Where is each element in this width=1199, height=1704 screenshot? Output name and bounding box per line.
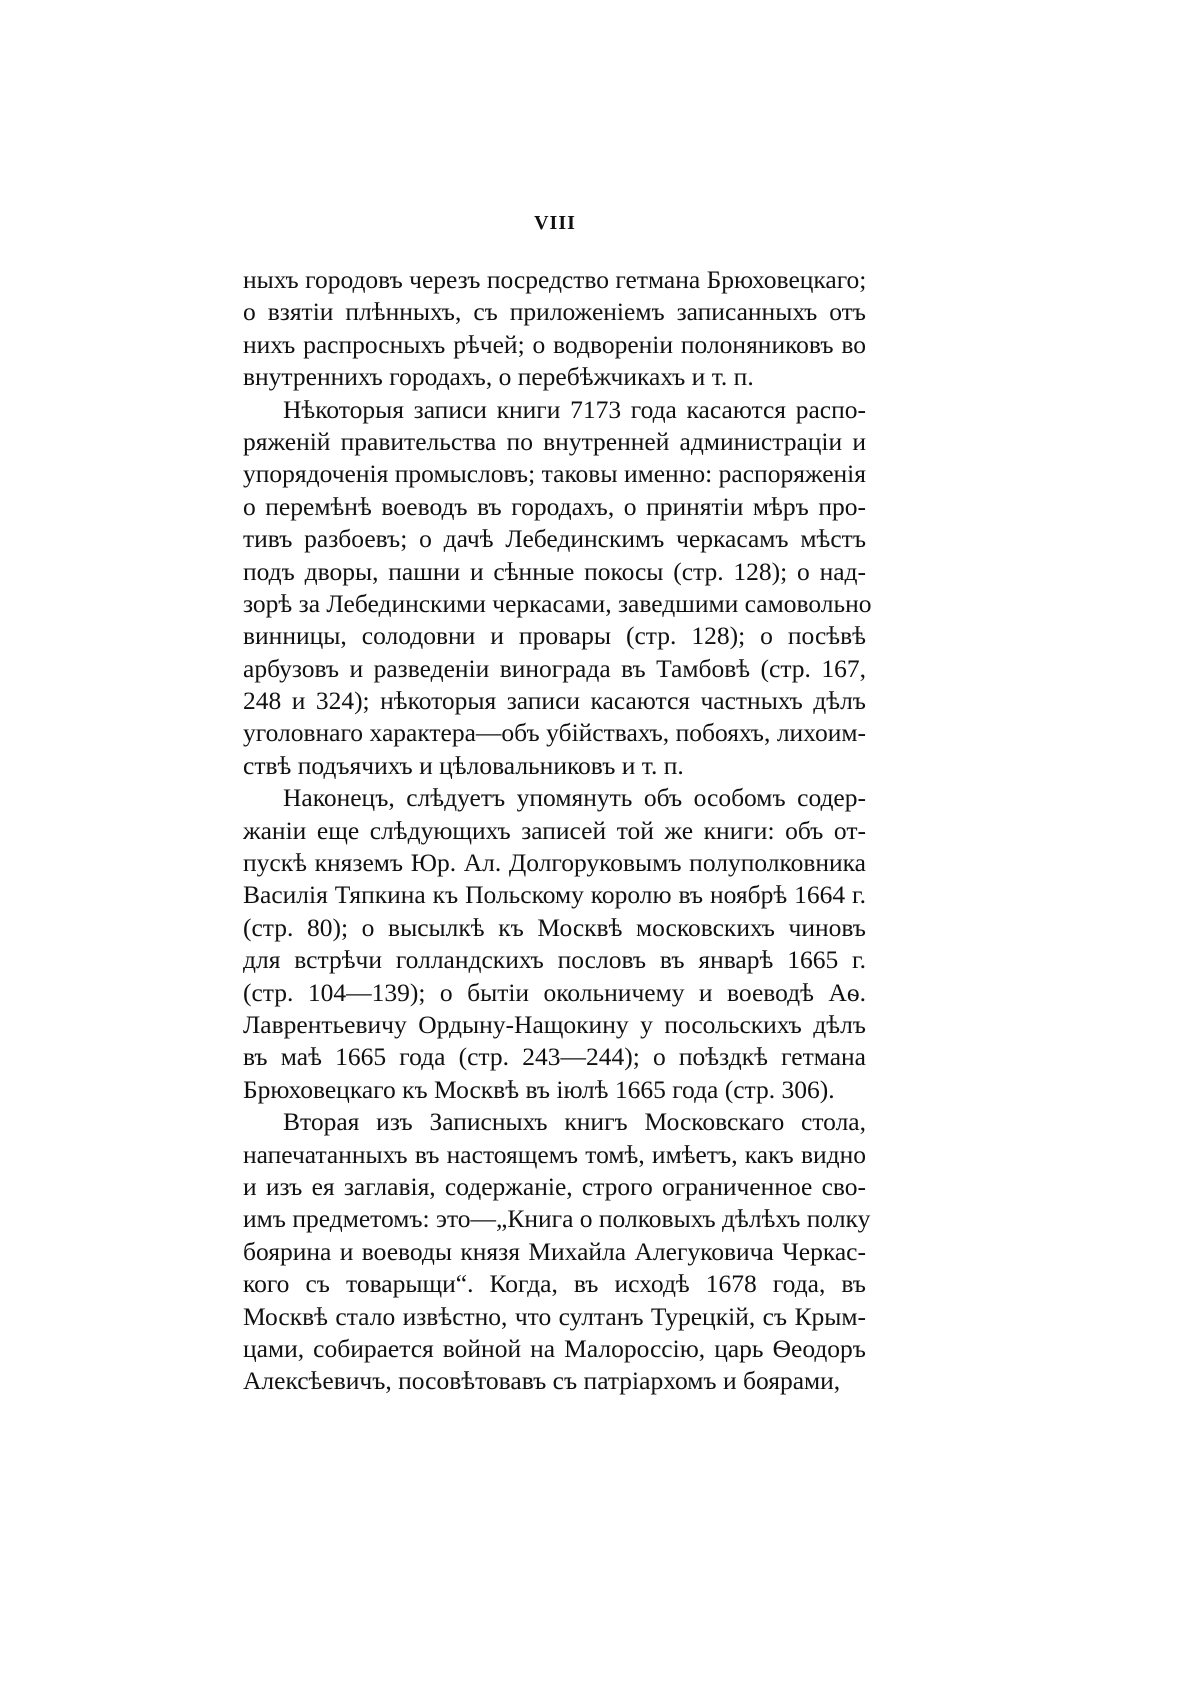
text-line: уголовнаго характера—объ убійствахъ, побояхъ, лихоим- (243, 718, 866, 748)
text-line: имъ предметомъ: это—„Книга о полковыхъ дѣлѣхъ полку (243, 1204, 871, 1234)
text-line: ствѣ подъячихъ и цѣловальниковъ и т. п. (243, 750, 684, 780)
text-line: нихъ распросныхъ рѣчей; о водвореніи полоняниковъ во (243, 329, 866, 359)
text-line: ныхъ городовъ черезъ посредство гетмана Брюховецкаго; (243, 265, 867, 294)
text-line: жаніи еще слѣдующихъ записей той же книги: объ от- (243, 815, 866, 845)
text-line: упорядоченія промысловъ; таковы именно: распоряженія (243, 459, 866, 489)
text-line: арбузовъ и разведеніи винограда въ Тамбовѣ (стр. 167, (243, 653, 866, 683)
text-line: внутреннихъ городахъ, о перебѣжчикахъ и т. п. (243, 362, 754, 392)
text-line: (стр. 104—139); о бытіи окольничему и воеводѣ Аѳ. (243, 977, 866, 1007)
text-line: Василія Тяпкина къ Польскому королю въ ноябрѣ 1664 г. (243, 880, 866, 910)
text-line: Вторая изъ Записныхъ книгъ Московскаго стола, (283, 1107, 866, 1137)
text-line: о перемѣнѣ воеводъ въ городахъ, о принятіи мѣръ про- (243, 491, 866, 521)
text-line: Брюховецкаго къ Москвѣ въ іюлѣ 1665 года (стр. 306). (243, 1074, 835, 1104)
text-body (243, 264, 872, 1398)
text-line: Москвѣ стало извѣстно, что султанъ Турецкій, съ Крым- (243, 1301, 866, 1331)
text-line: кого съ товарыщи“. Когда, въ исходѣ 1678 года, въ (243, 1269, 866, 1299)
text-line: Алексѣевичъ, посовѣтовавъ съ патріархомъ и боярами, (243, 1366, 841, 1396)
text-line: пускѣ княземъ Юр. Ал. Долгоруковымъ полуполковника (243, 848, 866, 878)
text-line: (стр. 80); о высылкѣ къ Москвѣ московскихъ чиновъ (243, 912, 866, 942)
paragraph (243, 782, 866, 1106)
text-line: въ маѣ 1665 года (стр. 243—244); о поѣздкѣ гетмана (243, 1042, 866, 1072)
text-line: Наконецъ, слѣдуетъ упомянуть объ особомъ содер- (283, 783, 866, 813)
paragraph (243, 264, 866, 394)
text-line: для встрѣчи голландскихъ пословъ въ январѣ 1665 г. (243, 945, 866, 975)
text-line: ряженій правительства по внутренней администраціи и (243, 426, 866, 456)
paragraph (243, 394, 872, 783)
text-line: 248 и 324); нѣкоторыя записи касаются частныхъ дѣлъ (243, 686, 866, 716)
text-line: зорѣ за Лебединскими черкасами, заведшими самовольно (243, 588, 872, 618)
paragraph (243, 1106, 871, 1398)
text-line: тивъ разбоевъ; о дачѣ Лебединскимъ черкасамъ мѣстъ (243, 524, 866, 554)
text-line: боярина и воеводы князя Михайла Алегуковича Черкас- (243, 1236, 866, 1266)
page-number: VIII (534, 212, 576, 234)
text-line: напечатанныхъ въ настоящемъ томѣ, имѣетъ, какъ видно (243, 1139, 866, 1169)
text-line: винницы, солодовни и провары (стр. 128); о посѣвѣ (243, 621, 866, 651)
text-line: подъ дворы, пашни и сѣнные покосы (стр. 128); о над- (243, 556, 866, 586)
text-line: Лаврентьевичу Ордыну-Нащокину у посольскихъ дѣлъ (243, 1009, 866, 1039)
text-line: о взятіи плѣнныхъ, съ приложеніемъ записанныхъ отъ (243, 297, 866, 327)
text-line: цами, собирается войной на Малороссію, царь Ѳеодоръ (243, 1333, 866, 1363)
text-line: Нѣкоторыя записи книги 7173 года касаются распо- (283, 394, 866, 424)
text-line: и изъ ея заглавія, содержаніе, строго ограниченное сво- (243, 1171, 866, 1201)
